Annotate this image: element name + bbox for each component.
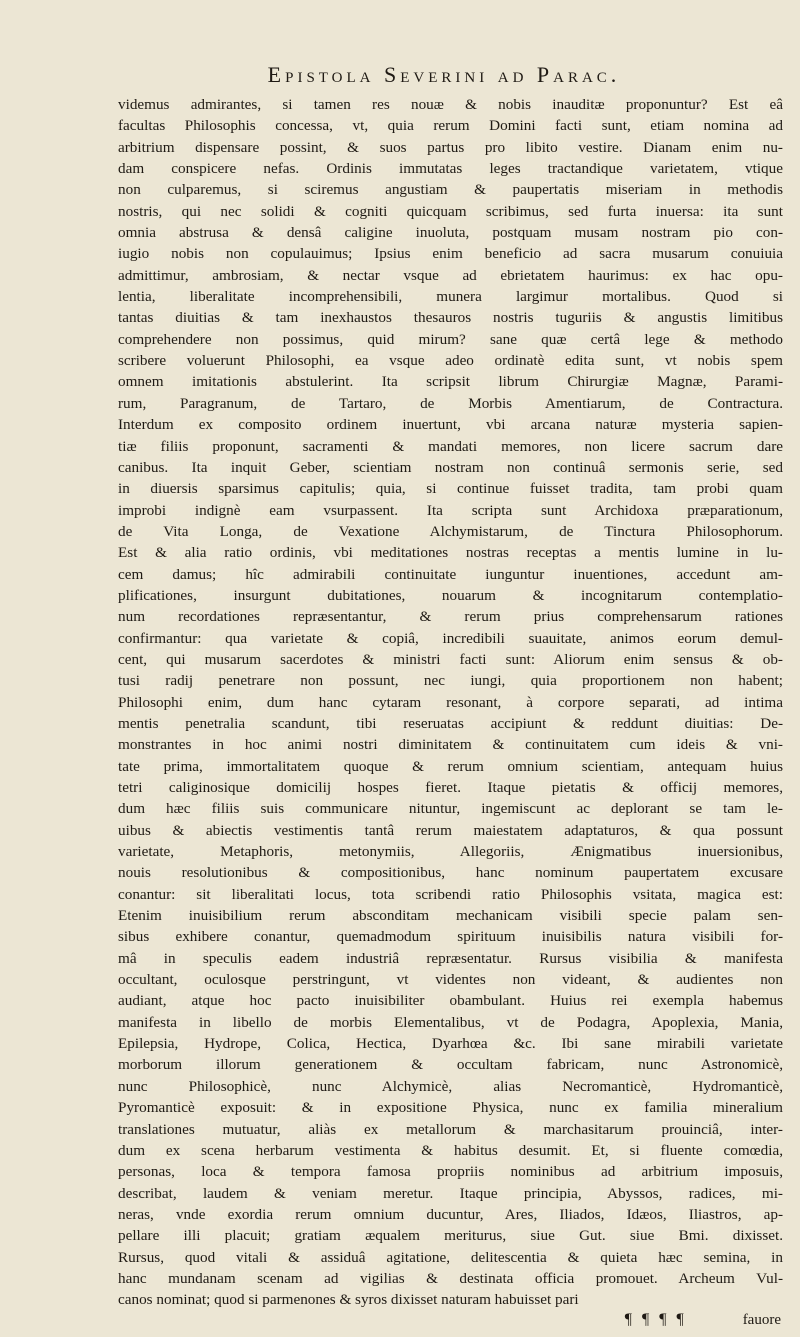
text-line: facultas Philosophis concessa, vt, quia rerum Domini facti sunt, etiam nomina ad <box>118 117 783 135</box>
text-line: sibus exhibere conantur, quemadmodum spirituum inuisibilis natura visibili for- <box>118 928 783 946</box>
text-line: confirmantur: qua varietate & copiâ, incredibili suauitate, animos eorum demul- <box>118 629 783 647</box>
text-line: de Vita Longa, de Vexatione Alchymistarum, de Tinctura Philosophorum. <box>118 522 783 540</box>
text-line: Pyromanticè exposuit: & in expositione Physica, nunc ex familia mineralium <box>118 1099 783 1117</box>
catchword: fauore <box>742 1311 781 1328</box>
text-line: pellare illi placuit; gratiam æqualem meriturus, siue Gut. siue Bmi. dixisset. <box>118 1227 783 1245</box>
text-line: num recordationes repræsentantur, & rerum prius comprehensarum rationes <box>118 608 783 626</box>
text-line: hanc mundanam scenam ad vigilias & destinata officia promouet. Archeum Vul- <box>118 1269 783 1287</box>
text-line: mâ in speculis eadem industriâ repræsentatur. Rursus visibilia & manifesta <box>118 949 783 967</box>
text-line: tetri caliginosique domicilij hospes fieret. Itaque pietatis & officij memores, <box>118 779 783 796</box>
text-line: tiæ filiis proponunt, sacramenti & mandati memores, non licere sacrum dare <box>118 437 783 455</box>
text-line: Rursus, quod vitali & assiduâ agitatione, delitescentia & quieta hæc semina, in <box>118 1248 783 1266</box>
text-line: rum, Paragranum, de Tartaro, de Morbis Amentiarum, de Contractura. <box>118 394 783 412</box>
text-line: admittimur, ambrosiam, & nectar vsque ad ebrietatem haurimus: ex hac opu- <box>118 266 783 284</box>
text-line: cem damus; hîc admirabili continuitate iunguntur inuentiones, accedunt am- <box>118 565 783 583</box>
text-line: audiant, atque hoc pacto inuisibiliter obambulant. Huius rei exempla habemus <box>118 992 783 1010</box>
text-line: Interdum ex composito ordinem inuertunt, vbi arcana naturæ mysteria sapien- <box>118 416 783 434</box>
text-line: dum ex scena herbarum vestimenta & habitus desumit. Et, si fluente comœdia, <box>118 1141 783 1159</box>
text-line: canibus. Ita inquit Geber, scientiam nostram non continuâ sermonis serie, sed <box>118 458 783 476</box>
text-line: scribere voluerunt Philosophi, ea vsque adeo ordinatè edita sunt, vt nobis spem <box>118 352 783 370</box>
text-line: improbi indignè eam vsurpassent. Ita scripta sunt Archidoxa præparationum, <box>118 501 783 519</box>
text-line: tantas diuitias & tam inexhaustos thesauros nostris tuguriis & angustis limitibus <box>118 309 783 327</box>
text-line: iugio nobis non copulauimus; Ipsius enim beneficio ad sacra musarum conuiuia <box>118 245 783 263</box>
text-line: dam conspicere nefas. Ordinis immutatas leges tractandique varietatem, vtique <box>118 160 783 178</box>
text-line: nostris, qui nec solidi & cogniti quicquam scribimus, sed furta inuersa: ita sunt <box>118 202 783 220</box>
text-line: varietate, Metaphoris, metonymiis, Allegoriis, Ænigmatibus inuersionibus, <box>118 843 783 861</box>
text-line: in diuersis sparsimus capitulis; quia, si continue fuisset tradita, tam probi quam <box>118 480 783 498</box>
signature-mark: ¶ ¶ ¶ ¶ <box>624 1310 687 1328</box>
text-line: videmus admirantes, si tamen res nouæ & nobis inauditæ proponuntur? Est eâ <box>118 96 783 113</box>
running-head: Epistola Severini ad Parac. <box>267 62 621 87</box>
text-line: non culparemus, si sciremus angustiam & paupertatis miseriam in methodis <box>118 181 783 199</box>
text-line: Etenim inuisibilium rerum absconditam mechanicam visibili specie palam sen- <box>118 907 783 925</box>
text-line: cent, qui musarum sacerdotes & ministri facti sunt: Aliorum enim sensus & ob- <box>118 650 783 668</box>
text-line: morborum illorum generationem & occultam fabricam, nunc Astronomicè, <box>118 1056 783 1074</box>
text-line: arbitrium dispensare possint, & suos partus pro libito vestire. Dianam enim nu- <box>118 138 783 156</box>
text-line: omnia abstrusa & densâ caligine inuoluta, postquam musam nostram pio con- <box>118 224 783 242</box>
text-line: dum hæc filiis suis communicare nituntur, ingemiscunt ac deplorant se tam le- <box>118 800 783 818</box>
text-line: neras, vnde exordia rerum omnium ducuntur, Ares, Iliados, Idæos, Iliastros, ap- <box>118 1205 783 1223</box>
text-line: personas, loca & tempora famosa propriis nominibus ad arbitrium imposuis, <box>118 1163 783 1181</box>
text-line: monstrantes in hoc animi nostri diminitatem & continuitatem cum ideis & vni- <box>118 736 783 754</box>
text-line: tate prima, immortalitatem quoque & rerum omnium scientiam, antequam huius <box>118 757 783 775</box>
text-line: nunc Philosophicè, nunc Alchymicè, alias Necromanticè, Hydromanticè, <box>118 1077 783 1095</box>
text-line: plificationes, insurgunt dubitationes, nouarum & incognitarum contemplatio- <box>118 586 783 604</box>
text-line: occultant, oculosque perstringunt, vt videntes non videant, & audientes non <box>118 971 783 989</box>
body-text <box>118 94 783 1311</box>
page-footer <box>118 1311 783 1329</box>
text-line: Philosophi enim, dum hanc cytaram resonant, à corpore separati, ad intima <box>118 693 783 711</box>
text-line: Epilepsia, Hydrope, Colica, Hectica, Dyarhœa &c. Ibi sane mirabili varietate <box>118 1035 783 1053</box>
text-line: manifesta in libello de morbis Elementalibus, vt de Podagra, Apoplexia, Mania, <box>118 1013 783 1031</box>
text-line: uibus & abiectis vestimentis tantâ rerum maiestatem adaptaturos, & qua possunt <box>118 821 783 839</box>
text-line: comprehendere non possimus, quid mirum? sane quæ certâ lege & methodo <box>118 330 783 348</box>
text-line: Est & alia ratio ordinis, vbi meditationes nostras receptas a mentis lumine in lu- <box>118 544 783 562</box>
text-line: conantur: sit liberalitati locus, tota scribendi ratio Philosophis vsitata, magica est: <box>118 885 783 903</box>
text-line: canos nominat; quod si parmenones & syros dixisset naturam habuisset pari <box>118 1291 579 1309</box>
text-line: lentia, liberalitate incomprehensibili, munera largimur mortalibus. Quod si <box>118 288 783 306</box>
text-line: tusi radij penetrare non possunt, nec iungi, quia proportionem non habent; <box>118 672 783 690</box>
text-line: omnem imitationis abstulerint. Ita scripsit librum Chirurgiæ Magnæ, Parami- <box>118 373 783 391</box>
text-line: translationes mutuatur, aliàs ex metallorum & marchasitarum prouinciâ, inter- <box>118 1120 783 1138</box>
text-line: describat, laudem & veniam meretur. Itaque principia, Abyssos, radices, mi- <box>118 1184 783 1202</box>
text-line: nouis resolutionibus & compositionibus, hanc nominum paupertatem excusare <box>118 864 783 882</box>
text-line: mentis penetralia scandunt, tibi reseruatas accipiunt & reddunt diuitias: De- <box>118 714 783 732</box>
